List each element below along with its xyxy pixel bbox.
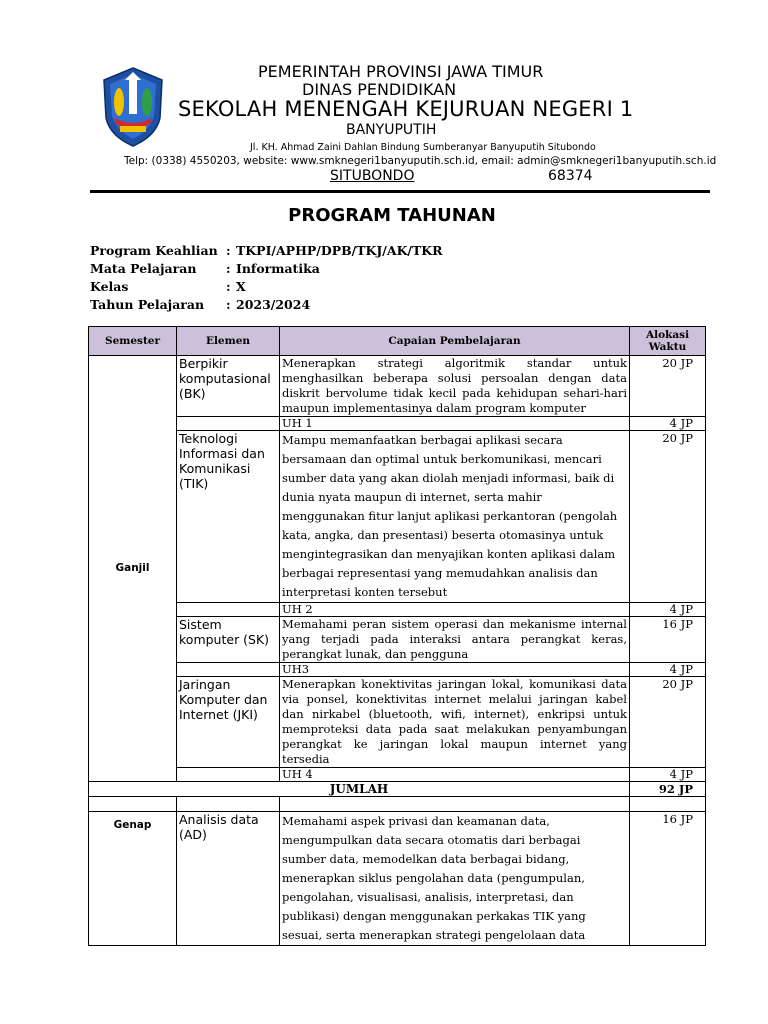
- elemen-cell: Sistem komputer (SK): [177, 617, 280, 663]
- table-row-spacer: [89, 797, 706, 812]
- spacer-cell: [630, 797, 706, 812]
- meta-value: X: [236, 279, 246, 294]
- meta-separator: :: [226, 297, 231, 312]
- elemen-empty-cell: [177, 603, 280, 617]
- meta-label: Kelas: [90, 279, 129, 294]
- header-line1: PEMERINTAH PROVINSI JAWA TIMUR: [258, 62, 544, 81]
- table-header-row: [89, 327, 706, 356]
- alokasi-cell: 4 JP: [630, 417, 706, 431]
- table-row: [89, 677, 706, 768]
- document-meta: [90, 242, 443, 314]
- header-contact: Telp: (0338) 4550203, website: www.smknegeri1banyuputih.sch.id, email: admin@smknegeri1banyuputih.sch.id: [124, 155, 717, 167]
- alokasi-cell: 20 JP: [630, 356, 706, 417]
- capaian-cell: Menerapkan konektivitas jaringan lokal, komunikasi data via ponsel, konektivitas internet melalui jaringan kabel dan nirkabel (bluetooth, wifi, internet), enkripsi untuk memproteksi data pada saat melakukan penyambungan perangkat ke jaringan lokal maupun internet yang tersedia: [280, 677, 630, 768]
- meta-label: Program Keahlian: [90, 243, 218, 258]
- elemen-cell: Jaringan Komputer dan Internet (JKI): [177, 677, 280, 768]
- table-row-uh: [89, 768, 706, 782]
- meta-row-program: [90, 242, 443, 260]
- alokasi-cell: 20 JP: [630, 677, 706, 768]
- header-school-name: SEKOLAH MENENGAH KEJURUAN NEGERI 1: [178, 97, 634, 121]
- capaian-cell: Memahami peran sistem operasi dan mekanisme internal yang terjadi pada interaksi antara perangkat keras, perangkat lunak, dan pengguna: [280, 617, 630, 663]
- alokasi-cell: 16 JP: [630, 617, 706, 663]
- meta-value: Informatika: [236, 261, 320, 276]
- meta-value: 2023/2024: [236, 297, 311, 312]
- table-row: [89, 356, 706, 417]
- header-postal-code: 68374: [548, 168, 593, 184]
- table-row: [89, 812, 706, 946]
- table-row: [89, 617, 706, 663]
- alokasi-cell: 4 JP: [630, 768, 706, 782]
- meta-label: Mata Pelajaran: [90, 261, 197, 276]
- capaian-cell: Menerapkan strategi algoritmik standar untuk menghasilkan beberapa solusi persoalan dengan data diskrit bervolume tidak kecil pada kehidupan sehari-hari maupun implementasinya dalam program komputer: [280, 356, 630, 417]
- elemen-empty-cell: [177, 417, 280, 431]
- meta-row-class: [90, 278, 443, 296]
- document-title: PROGRAM TAHUNAN: [288, 205, 496, 226]
- total-label-cell: JUMLAH: [89, 782, 630, 797]
- capaian-cell: Mampu memanfaatkan berbagai aplikasi secara bersamaan dan optimal untuk berkomunikasi, mencari sumber data yang akan diolah menjadi informasi, baik di dunia nyata maupun di internet, serta mahir menggunakan fitur lanjut aplikasi perkantoran (pengolah kata, angka, dan presentasi) beserta otomasinya untuk mengintegrasikan dan menyajikan konten aplikasi dalam berbagai representasi yang memudahkan analisis dan interpretasi konten tersebut: [280, 431, 630, 603]
- header-city: SITUBONDO: [330, 168, 415, 184]
- elemen-cell: Analisis data (AD): [177, 812, 280, 946]
- meta-value: TKPI/APHP/DPB/TKJ/AK/TKR: [236, 243, 443, 258]
- header-place: BANYUPUTIH: [346, 122, 437, 138]
- spacer-cell: [280, 797, 630, 812]
- meta-label: Tahun Pelajaran: [90, 297, 205, 312]
- meta-separator: :: [226, 261, 231, 276]
- letterhead: [90, 58, 717, 190]
- spacer-cell: [89, 797, 177, 812]
- header-elemen: Elemen: [177, 327, 280, 356]
- uh-label-cell: UH 4: [280, 768, 630, 782]
- elemen-empty-cell: [177, 768, 280, 782]
- uh-label-cell: UH 2: [280, 603, 630, 617]
- meta-separator: :: [226, 279, 231, 294]
- table-row-total: [89, 782, 706, 797]
- spacer-cell: [177, 797, 280, 812]
- program-tahunan-table: [88, 326, 706, 946]
- total-value-cell: 92 JP: [630, 782, 706, 797]
- uh-label-cell: UH 1: [280, 417, 630, 431]
- alokasi-cell: 16 JP: [630, 812, 706, 946]
- header-address: Jl. KH. Ahmad Zaini Dahlan Bindung Sumberanyar Banyuputih Situbondo: [250, 142, 596, 153]
- header-semester: Semester: [89, 327, 177, 356]
- meta-row-subject: [90, 260, 443, 278]
- meta-separator: :: [226, 243, 231, 258]
- uh-label-cell: UH3: [280, 663, 630, 677]
- table-row-uh: [89, 417, 706, 431]
- header-capaian: Capaian Pembelajaran: [280, 327, 630, 356]
- table-row-uh: [89, 603, 706, 617]
- table-row-uh: [89, 663, 706, 677]
- elemen-cell: Teknologi Informasi dan Komunikasi (TIK): [177, 431, 280, 603]
- header-alokasi: Alokasi Waktu: [630, 327, 706, 356]
- east-java-emblem-logo: [100, 66, 166, 148]
- semester-genap: Genap: [89, 812, 177, 946]
- header-line2: DINAS PENDIDIKAN: [302, 80, 457, 99]
- alokasi-cell: 4 JP: [630, 603, 706, 617]
- capaian-cell: Memahami aspek privasi dan keamanan data, mengumpulkan data secara otomatis dari berbagai sumber data, memodelkan data berbagai bidang, menerapkan siklus pengolahan data (pengumpulan, pengolahan, visualisasi, analisis, interpretasi, dan publikasi) dengan menggunakan perkakas TIK yang sesuai, serta menerapkan strategi pengelolaan data: [280, 812, 630, 946]
- table-row: [89, 431, 706, 603]
- letterhead-divider: [90, 190, 710, 193]
- alokasi-cell: 4 JP: [630, 663, 706, 677]
- elemen-empty-cell: [177, 663, 280, 677]
- alokasi-cell: 20 JP: [630, 431, 706, 603]
- meta-row-year: [90, 296, 443, 314]
- elemen-cell: Berpikir komputasional (BK): [177, 356, 280, 417]
- semester-ganjil: Ganjil: [89, 356, 177, 782]
